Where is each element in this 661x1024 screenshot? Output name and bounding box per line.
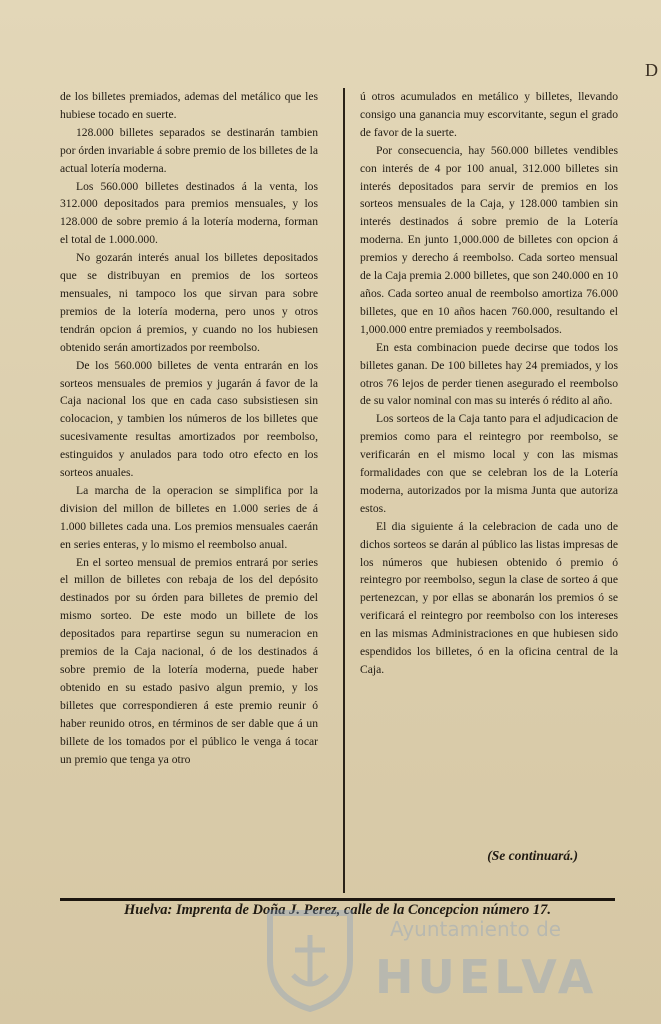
archive-watermark <box>255 905 645 1015</box>
paragraph: De los 560.000 billetes de venta entrarán en los sorteos mensuales de premios y jugarán á favor de la Caja nacional los que en cada caso subsistiesen sin colocacion, y tambien los números de los billetes que sucesivamente resultas amortizados por reembolso, estinguidos y anulados para todo otro efecto en los sorteos anuales. <box>60 358 318 480</box>
right-column <box>360 88 618 679</box>
paragraph: En el sorteo mensual de premios entrará por series el millon de billetes con rebaja de los del depósito destinados por su órden para billetes de premio del mismo sorteo. De este modo un billete de los depositados para repartirse segun su numeracion en premios de la Caja nacional, ó de los destinados á sobre premio de la lotería moderna, puede haber obtenido en su estado pasivo algun premio, y los billetes que correspondieren á este premio reunir ó haber reunido otros, en términos de ser dable que á un billete de los tomados por el público le venga á tocar un premio que tenga ya otro <box>60 555 318 766</box>
margin-mark: D <box>645 60 658 80</box>
paragraph: Los sorteos de la Caja tanto para el adjudicacion de premios como para el reintegro por reembolso, se verificarán en el mismo local y con las mismas formalidades con que se celebran los de la Lotería moderna, autorizados por la misma Junta que autoriza estos. <box>360 412 618 515</box>
paragraph: ú otros acumulados en metálico y billetes, llevando consigo una ganancia muy escorvitante, segun el grado de favor de la suerte. <box>360 90 618 139</box>
paragraph: El dia siguiente á la celebracion de cada uno de dichos sorteos se darán al público las listas impresas de los números que hubiesen obtenido ó premio ó reintegro por reembolso, segun la clase de sorteo á que pertenezcan, y por ellas se abonarán los premios ó se verificará el reintegro por reembolso con los intereses en las mismas Administraciones en que hubiesen sido espendidos los billetes, ó en la oficina central de la Caja. <box>360 519 618 676</box>
column-divider <box>343 88 345 893</box>
imprint-line: Huelva: Imprenta de Doña J. Perez, calle de la Concepcion número 17. <box>124 902 551 918</box>
paragraph: En esta combinacion puede decirse que todos los billetes ganan. De 100 billetes hay 24 premiados, y los otros 76 lejos de perder tienen asegurado el reembolso de su valor nominal con mas su interés ó rédito al año. <box>360 340 618 408</box>
watermark-text: HUELVA <box>375 950 598 1004</box>
paragraph: Los 560.000 billetes destinados á la venta, los 312.000 depositados para premios mensuales, y los 128.000 de sobre premio á la lotería moderna, forman el total de 1.000.000. <box>60 179 318 247</box>
continuation-note: (Se continuará.) <box>487 848 578 863</box>
shield-crest-icon <box>255 905 365 1015</box>
footer-rule <box>60 898 615 901</box>
paragraph: 128.000 billetes separados se destinarán tambien por órden invariable á sobre premio de los billetes de la actual lotería moderna. <box>60 125 318 175</box>
left-column <box>60 88 318 768</box>
paragraph: Por consecuencia, hay 560.000 billetes vendibles con interés de 4 por 100 anual, 312.000 billetes sin interés depositados para servir de premios en los sorteos mensuales de la Caja, y 128.000 tambien sin interés destinados á sobre premio de la Lotería moderna. En junto 1,000.000 de billetes con opcion á premios y derecho á reembolso. Cada sorteo mensual de la Caja premia 2.000 billetes, que son 240.000 en 10 años. Cada sorteo anual de reembolso amortiza 76.000 billetes, que en 10 años hacen 760.000, resultando el 1,000.000 entre premiados y reembolsados. <box>360 143 618 336</box>
paragraph: La marcha de la operacion se simplifica por la division del millon de billetes en 1.000 series de á 1.000 billetes cada una. Los premios mensuales caerán en series enteras, y lo mismo el reembolso anual. <box>60 483 318 551</box>
watermark-subtext: Ayuntamiento de <box>390 917 562 941</box>
paragraph: No gozarán interés anual los billetes depositados que se distribuyan en premios de los sorteos mensuales, ni tampoco los que sirvan para sobre premios de la lotería moderna, pero unos y otros tendrán opcion á premios, y cuando no los hubiesen obtenido serán amortizados por reembolso. <box>60 251 318 354</box>
paragraph: de los billetes premiados, ademas del metálico que les hubiese tocado en suerte. <box>60 90 318 121</box>
